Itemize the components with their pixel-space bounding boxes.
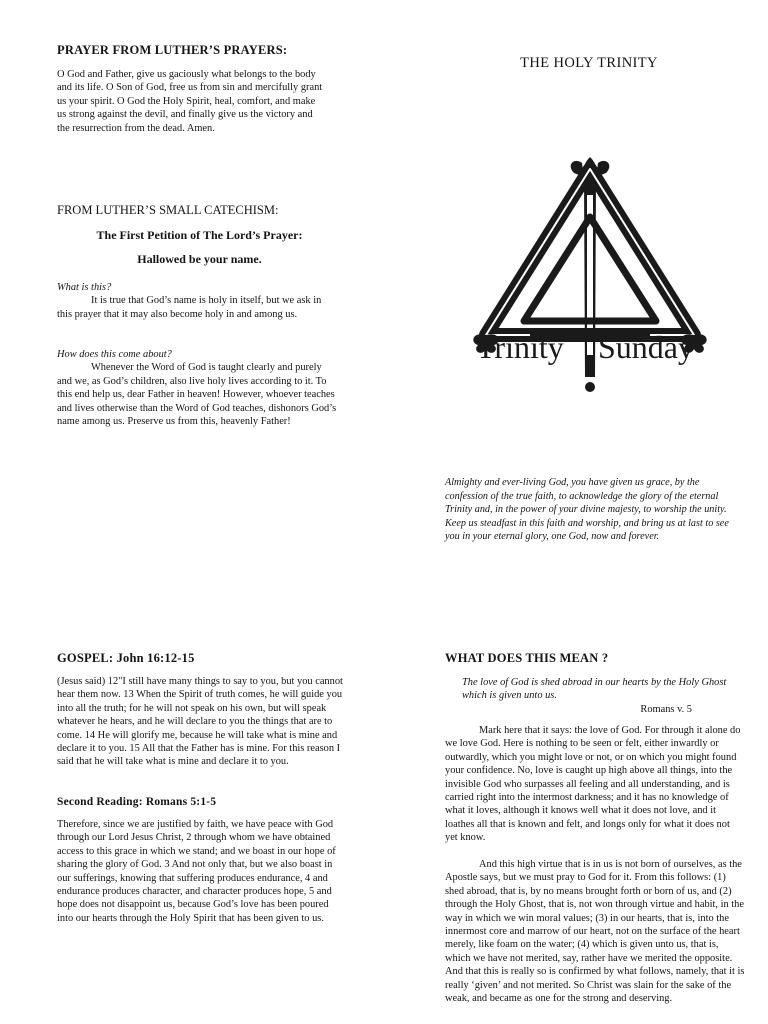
quote-text: The love of God is shed abroad in our hearts by the Holy Ghost which is given unto us. [462,677,727,702]
trinity-sunday-emblem [470,155,710,395]
gospel-text: (Jesus said) 12"I still have many things to say to you, but you cannot hear them now. 13 When the Spirit of truth comes, he will guide you into all the truth; for he will not speak on his own, but will speak whatever he hears, and he will declare to you the things that are to come. 14 He will glorify me, because he will take what is mine and declare it to you. 15 All that the Father has is mine. For this reason I said that he will take what is mine and declare it to you. [57,676,343,768]
emblem-word-trinity: Trinity [476,329,564,365]
second-reading-text: Therefore, since we are justified by faith, we have peace with God through our Lord Jesus Christ, 2 through whom we have obtained access to this grace in which we stand; and we boast in our hope of sharing the glory of God. 3 And not only that, but we also boast in our sufferings, knowing that suffering produces endurance, 4 and endurance produces character, and character produces hope, 5 and hope does not disappoint us, because God’s love has been poured into our hearts through the Holy Spirit that has been given to us. [57,819,336,924]
petition-heading: The First Petition of The Lord’s Prayer: [96,228,303,242]
collect-prayer: Almighty and ever-living God, you have given us grace, by the confession of the true faith, to acknowledge the glory of the eternal Trinity and, in the power of your divine majesty, to worship the unity. Keep us steadfast in this faith and worship, and bring us at last to see you in your eternal glory, one God, now and forever. [445,477,729,543]
meaning-paragraph-1: Mark here that it says: the love of God. For through it alone do we love God. Here is nothing to be seen or felt, either inwardly or outwardly, which you might love or not, or on which you might found your confidence. No, love is caught up high above all things, into the invisible God who surpasses all feeling and all understanding, and is carried right into the intermost darkness; and it has no knowledge of what it loves, although it knows well what it does not love, and it loathes all that is known and felt, and longs only for what it does not yet know. [445,725,741,844]
question-1-answer: It is true that God’s name is holy in itself, but we ask in this prayer that it may also become holy in and among us. [57,295,322,320]
luther-prayer-text: O God and Father, give us gaciously what belongs to the body and its life. O Son of God, free us from sin and mercifully grant us your spirit. O God the Holy Spirit, heal, comfort, and make us strong against the devil, and finally give us the victory and the resurrection from the dead. Amen. [57,69,323,134]
trinity-triangle-icon [470,155,710,395]
second-reading-title: Second Reading: Romans 5:1-5 [57,796,217,808]
holy-trinity-title: THE HOLY TRINITY [520,55,658,71]
what-does-this-mean-title: WHAT DOES THIS MEAN ? [445,651,609,665]
quote-reference: Romans v. 5 [640,703,692,715]
catechism-question-1 [57,281,337,321]
gospel-title: GOSPEL: John 16:12-15 [57,651,195,665]
emblem-word-sunday: Sunday [598,329,694,365]
catechism-section-title: FROM LUTHER’S SMALL CATECHISM: [57,203,279,217]
question-2-answer: Whenever the Word of God is taught clearly and purely and we, as God’s children, also live holy lives according to it. To this end help us, dear Father in heaven! However, whoever teaches and lives otherwise than the Word of God teaches, dishonors God’s name among us. Preserve us from this, heavenly Father! [57,362,337,428]
question-2-label: How does this come about? [57,349,172,360]
question-1-label: What is this? [57,282,112,293]
petition-text: Hallowed be your name. [137,252,262,266]
catechism-question-2 [57,348,337,428]
scripture-quote [462,676,742,716]
prayer-section-title: PRAYER FROM LUTHER’S PRAYERS: [57,43,288,57]
meaning-paragraph-2: And this high virtue that is in us is not born of ourselves, as the Apostle says, but we must pray to God for it. From this follows: (1) shed abroad, that is, by no means brought forth or born of us, and (2) through the Holy Ghost, that is, not won through virtue and habit, in the way in which we win moral values; (3) in our hearts, that is, into the innermost core and marrow of our heart, not on the surface of the heart merely, like foam on the water; (4) which is given unto us, that is, which we have not merited, say, rather have we merited the opposite. And that this is really so is confirmed by what follows, namely, that it is really ‘given’ and not merited. So Christ was slain for the sake of the weak, and became as one for the strong and deserving. [445,859,745,1005]
